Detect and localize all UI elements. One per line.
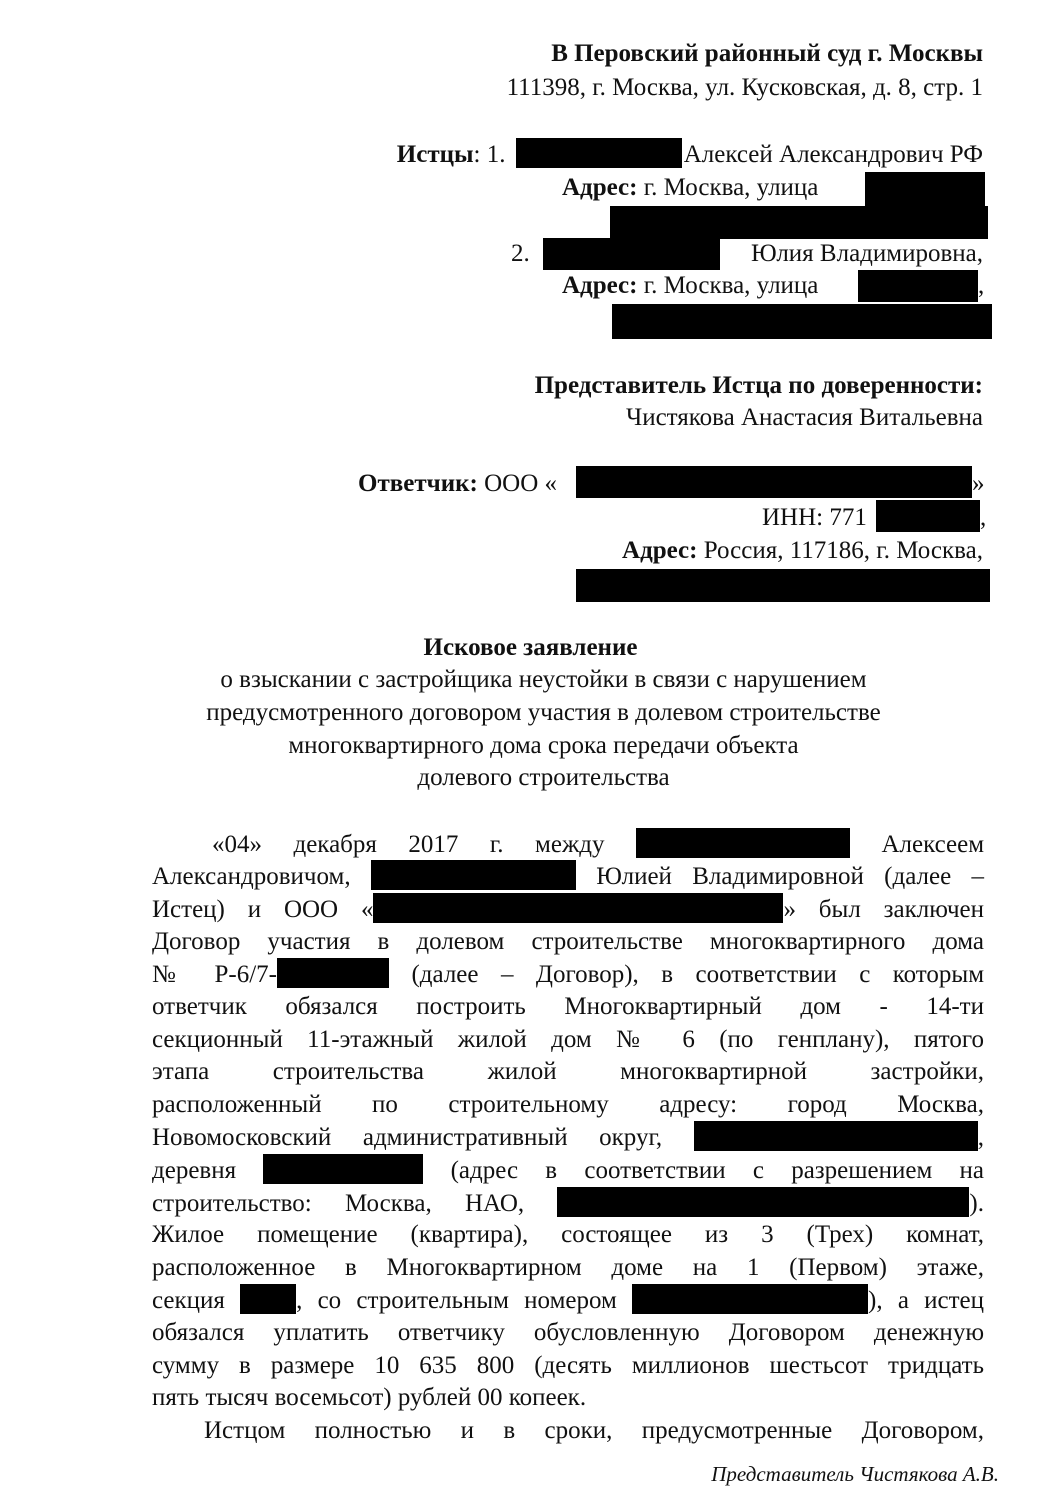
plaintiff-1-line bbox=[397, 138, 983, 171]
plaintiff-2-address bbox=[562, 270, 818, 302]
defendant-label: Ответчик: bbox=[358, 470, 478, 497]
redaction-block bbox=[576, 466, 972, 498]
body-line: расположенное в Многоквартирном доме на 1 (Первом) этаже, bbox=[152, 1254, 984, 1281]
body-text: (адрес в соответствии с разрешением на bbox=[450, 1157, 985, 1184]
redaction-block bbox=[694, 1121, 978, 1151]
redaction-block bbox=[636, 828, 850, 858]
redaction-block bbox=[632, 1284, 868, 1314]
body-line bbox=[152, 958, 984, 992]
defendant-inn: ИНН: 771 bbox=[762, 504, 867, 531]
body-line bbox=[152, 893, 984, 927]
redaction-block bbox=[240, 1284, 296, 1314]
redaction-block bbox=[371, 860, 576, 890]
defendant-inn-comma: , bbox=[980, 504, 987, 531]
body-line: сумму в размере 10 635 800 (десять миллионов шестьсот тридцать bbox=[152, 1352, 984, 1379]
body-line: Жилое помещение (квартира), состоящее из 3 (Трех) комнат, bbox=[152, 1221, 984, 1248]
body-line: секционный 11-этажный жилой дом № 6 (по генплану), пятого bbox=[152, 1026, 984, 1053]
body-line bbox=[152, 1121, 984, 1155]
redaction-block bbox=[865, 172, 985, 206]
plaintiff-2-number: 2. bbox=[511, 240, 530, 267]
plaintiff-2-address-comma: , bbox=[978, 272, 985, 299]
body-text: ). bbox=[969, 1190, 984, 1217]
body-text: деревня bbox=[152, 1157, 237, 1184]
claim-title: Исковое заявление bbox=[423, 634, 638, 661]
body-line: пять тысяч восемьсот) рублей 00 копеек. bbox=[152, 1384, 587, 1411]
redaction-block bbox=[543, 238, 720, 270]
body-text: (далее – Договор), в соответствии с которым bbox=[411, 961, 985, 988]
body-line bbox=[152, 1154, 984, 1188]
redaction-block bbox=[612, 304, 992, 339]
redaction-block bbox=[373, 893, 783, 923]
claim-subtitle-line-1: о взыскании с застройщика неустойки в связи с нарушением bbox=[220, 666, 867, 693]
redaction-block bbox=[876, 500, 980, 532]
body-text: строительство: Москва, НАО, bbox=[152, 1190, 525, 1217]
address-label: Адрес: bbox=[562, 272, 638, 299]
plaintiff-2-name: Юлия Владимировна, bbox=[750, 240, 983, 267]
body-text: № Р-6/7- bbox=[152, 961, 278, 988]
body-line: Истцом полностью и в сроки, предусмотренные Договором, bbox=[204, 1417, 984, 1444]
plaintiff-1-name: Алексей Александрович РФ bbox=[683, 141, 983, 168]
defendant-address-text: Россия, 117186, г. Москва, bbox=[703, 537, 983, 564]
court-name: В Перовский районный суд г. Москвы bbox=[551, 40, 983, 67]
body-line: этапа строительства жилой многоквартирной застройки, bbox=[152, 1058, 984, 1085]
claim-subtitle-line-2: предусмотренного договором участия в долевом строительстве bbox=[206, 699, 881, 726]
body-line: расположенный по строительному адресу: город Москва, bbox=[152, 1091, 984, 1118]
representative-name: Чистякова Анастасия Витальевна bbox=[625, 404, 983, 431]
body-text: , bbox=[977, 1124, 985, 1151]
plaintiffs-label: Истцы bbox=[396, 141, 474, 168]
defendant-address bbox=[622, 535, 983, 567]
plaintiff-1-number: : 1. bbox=[473, 141, 506, 168]
body-line bbox=[212, 828, 984, 862]
body-text: ), а истец bbox=[868, 1287, 984, 1314]
body-text: Алексеем bbox=[881, 831, 985, 858]
body-text: Юлией Владимировной (далее – bbox=[596, 863, 984, 890]
redaction-block bbox=[576, 569, 990, 602]
plaintiff-1-address-text: г. Москва, улица bbox=[643, 174, 819, 201]
body-line: ответчик обязался построить Многоквартирный дом - 14-ти bbox=[152, 993, 984, 1020]
address-label: Адрес: bbox=[562, 174, 638, 201]
body-line bbox=[152, 860, 984, 894]
body-text: Истец) и ООО « bbox=[152, 896, 374, 923]
body-text: , со строительным номером bbox=[296, 1287, 617, 1314]
redaction-block bbox=[516, 138, 682, 168]
body-text: секция bbox=[152, 1287, 225, 1314]
body-text: «04» декабря 2017 г. между bbox=[212, 831, 605, 858]
body-text: Новомосковский административный округ, bbox=[152, 1124, 663, 1151]
plaintiff-2-address-text: г. Москва, улица bbox=[643, 272, 819, 299]
redaction-block bbox=[557, 1187, 969, 1217]
body-text: Александровичом, bbox=[152, 863, 351, 890]
claim-subtitle-line-3: многоквартирного дома срока передачи объекта bbox=[288, 732, 799, 759]
address-label: Адрес: bbox=[622, 537, 698, 564]
redaction-block bbox=[858, 270, 978, 302]
plaintiff-1-address bbox=[562, 172, 818, 204]
redaction-block bbox=[610, 206, 988, 239]
defendant-org-prefix: ООО « bbox=[484, 470, 558, 497]
body-line bbox=[152, 1284, 984, 1318]
representative-label: Представитель Истца по доверенности: bbox=[534, 372, 983, 399]
body-line: Договор участия в долевом строительстве многоквартирного дома bbox=[152, 928, 984, 955]
body-line: обязался уплатить ответчику обусловленную Договором денежную bbox=[152, 1319, 984, 1346]
body-text: » был заключен bbox=[783, 896, 984, 923]
defendant-org-suffix: » bbox=[972, 470, 985, 497]
redaction-block bbox=[263, 1154, 423, 1184]
court-address: 111398, г. Москва, ул. Кусковская, д. 8, стр. 1 bbox=[506, 74, 983, 101]
defendant-line bbox=[358, 468, 557, 500]
footer-signature: Представитель Чистякова А.В. bbox=[711, 1462, 999, 1486]
claim-subtitle-line-4: долевого строительства bbox=[417, 764, 670, 791]
body-line bbox=[152, 1187, 984, 1221]
redaction-block bbox=[277, 958, 389, 988]
